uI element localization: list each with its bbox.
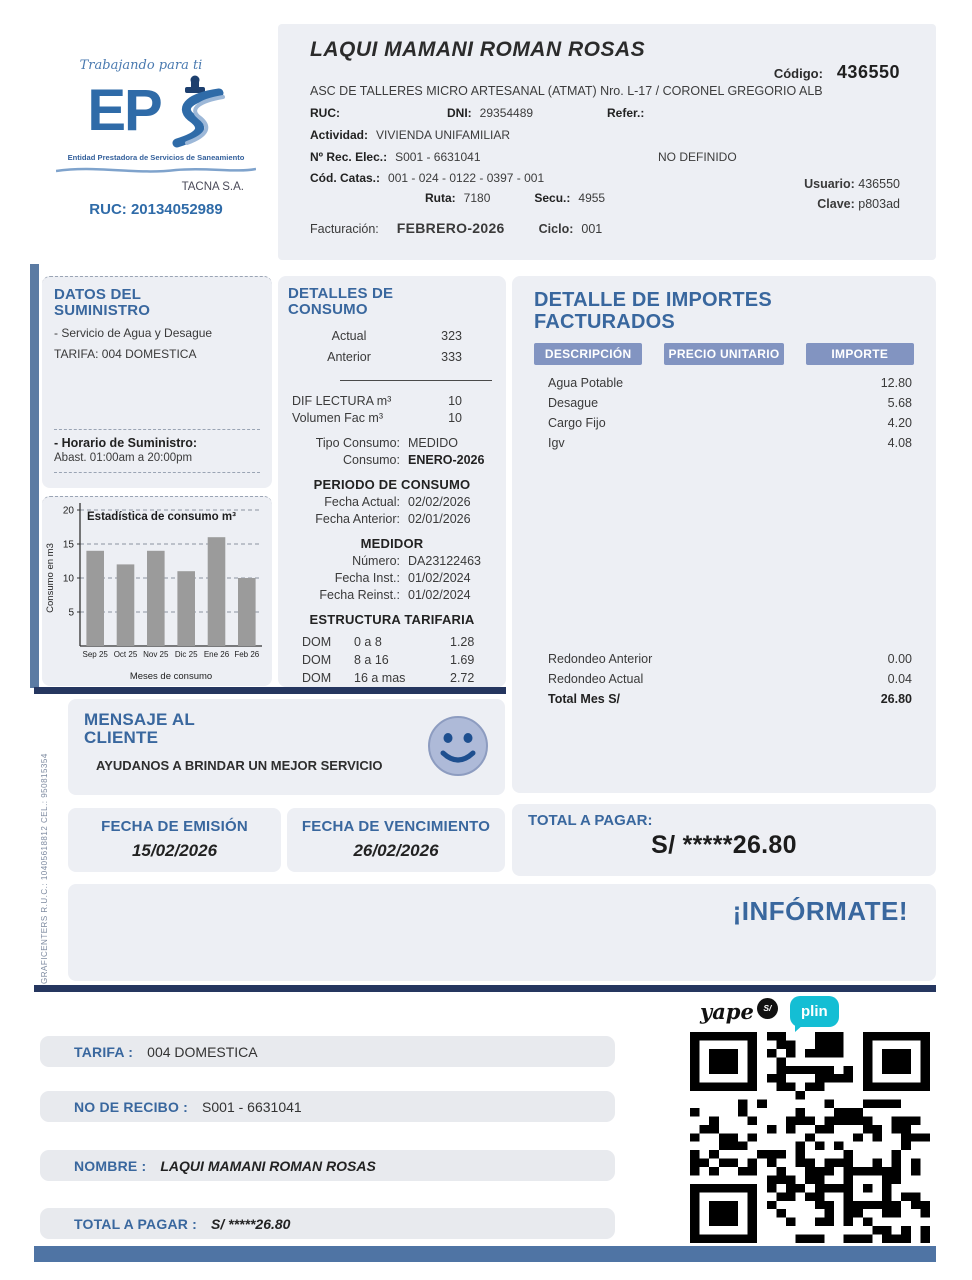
total-mes-label: Total Mes S/ (548, 692, 621, 707)
message-body: AYUDANOS A BRINDAR UN MEJOR SERVICIO (96, 757, 383, 773)
consumo-value: ENERO-2026 (408, 453, 485, 468)
clave-label: Clave: (817, 197, 855, 211)
tariff-category: DOM (302, 671, 332, 686)
consumption-bar-chart (44, 500, 268, 682)
column-precio-unitario: PRECIO UNITARIO (664, 343, 783, 365)
medidor-numero-row (288, 553, 496, 570)
logo-ruc: RUC: 20134052989 (89, 201, 223, 218)
consumption-chart-card (42, 496, 272, 686)
total-to-pay-card (512, 804, 936, 876)
left-accent-bar (30, 264, 39, 688)
dif-value: 10 (448, 394, 462, 409)
tariff-rate: 2.72 (450, 671, 475, 686)
ruc-label: RUC: (310, 106, 340, 120)
qr-code-image (690, 1032, 930, 1243)
supply-data-card (42, 276, 272, 488)
rec-elec-value: S001 - 6631041 (395, 150, 481, 164)
fecha-reinst-label: Fecha Reinst.: (319, 588, 400, 603)
volumen-row (288, 410, 496, 427)
svg-text:Meses de consumo: Meses de consumo (129, 671, 213, 682)
dif-lectura-row (288, 393, 496, 410)
yape-logo (700, 999, 778, 1024)
total-mes-value: 26.80 (880, 692, 912, 707)
charges-title: DETALLE DE IMPORTES FACTURADOS (534, 289, 772, 333)
svg-text:Estadística de consumo m³: Estadística de consumo m³ (87, 511, 236, 523)
charge-description: Cargo Fijo (548, 416, 606, 431)
charges-table-rows (534, 373, 914, 453)
informate-text: ¡INFÓRMATE! (732, 896, 908, 926)
actividad-value: VIVIENDA UNIFAMILIAR (376, 128, 511, 142)
billed-amounts-card (512, 276, 936, 793)
numero-value: DA23122463 (408, 554, 481, 569)
anterior-label: Anterior (327, 350, 371, 365)
svg-text:Nov 25: Nov 25 (143, 650, 169, 659)
fecha-inst-row (288, 570, 496, 587)
charge-row (534, 393, 914, 413)
footer-tarifa-row (40, 1036, 615, 1067)
logo-main (42, 73, 270, 159)
schedule-label: - Horario de Suministro: (54, 436, 198, 451)
ruta-label: Ruta: (425, 191, 456, 205)
logo-wave-underline-icon (56, 167, 256, 175)
consumption-title: DETALLES DE CONSUMO (288, 285, 394, 319)
reading-actual-row (288, 326, 496, 347)
charge-amount: 4.08 (887, 436, 912, 451)
consumo-label: Consumo: (343, 453, 400, 468)
charge-amount: 12.80 (880, 376, 912, 391)
actual-label: Actual (331, 329, 367, 344)
logo-company-name: TACNA S.A. (181, 181, 244, 193)
emission-value: 15/02/2026 (131, 841, 218, 860)
informate-card (68, 884, 936, 981)
refer-label: Refer.: (607, 106, 645, 120)
usuario-value: 436550 (858, 177, 900, 191)
medidor-title: MEDIDOR (360, 536, 424, 552)
divider-bar (34, 687, 506, 694)
tariff-rate: 1.69 (450, 653, 475, 668)
redondeo-anterior-label: Redondeo Anterior (548, 652, 653, 667)
bottom-accent-bar (34, 1246, 936, 1262)
footer-recibo-value: S001 - 6631041 (202, 1098, 302, 1115)
fecha-reinst-value: 01/02/2024 (408, 588, 471, 603)
fecha-anterior-value: 02/01/2026 (408, 512, 471, 527)
estructura-title: ESTRUCTURA TARIFARIA (309, 612, 475, 628)
tariff-row (288, 669, 496, 687)
tariff-range: 16 a mas (354, 671, 406, 686)
supply-schedule-block (54, 429, 260, 473)
eps-logo (42, 58, 270, 234)
ruta-value: 7180 (463, 191, 491, 205)
message-title: MENSAJE AL CLIENTE (84, 710, 195, 748)
emission-label: FECHA DE EMISIÓN (101, 818, 248, 835)
codigo-catastral-row (310, 171, 544, 185)
footer-nombre-row (40, 1150, 615, 1181)
logo-brand-text: EP (87, 78, 161, 143)
column-descripcion: DESCRIPCIÓN (534, 343, 642, 365)
footer-tarifa-label: TARIFA : (74, 1043, 134, 1060)
ruta-secuencia-row (425, 191, 605, 205)
charge-description: Agua Potable (548, 376, 624, 391)
reading-divider (340, 380, 492, 381)
actividad-label: Actividad: (310, 128, 369, 142)
charge-description: Desague (548, 396, 599, 411)
emission-date-card (68, 808, 281, 872)
consumption-details-card (278, 276, 506, 687)
fecha-actual-label: Fecha Actual: (324, 495, 400, 510)
charge-row (534, 373, 914, 393)
reading-anterior-row (288, 347, 496, 368)
fecha-reinst-row (288, 587, 496, 604)
yape-currency-icon: S/ (757, 998, 778, 1019)
footer-total-row (40, 1208, 615, 1239)
total-pay-value: S/ *****26.80 (651, 831, 797, 859)
redondeo-anterior-value: 0.00 (887, 652, 912, 667)
due-label: FECHA DE VENCIMIENTO (301, 818, 491, 835)
dni-value: 29354489 (479, 106, 534, 120)
fecha-actual-value: 02/02/2026 (408, 495, 471, 510)
charge-row (534, 413, 914, 433)
redondeo-actual-value: 0.04 (887, 672, 912, 687)
ruc-dni-row (310, 106, 644, 120)
printer-credit (40, 692, 56, 984)
due-value: 26/02/2026 (353, 841, 439, 860)
actividad-row (310, 128, 510, 142)
numero-label: Número: (352, 554, 400, 569)
column-importe: IMPORTE (806, 343, 914, 365)
supply-title: DATOS DEL SUMINISTRO (54, 286, 151, 320)
recibo-electronico-row (310, 150, 481, 164)
usuario-label: Usuario: (804, 177, 855, 191)
footer-total-label: TOTAL A PAGAR : (74, 1215, 198, 1232)
svg-text:Dic 25: Dic 25 (174, 650, 198, 659)
anterior-value: 333 (441, 350, 462, 365)
customer-message-card (68, 699, 505, 795)
redondeo-actual-row (534, 669, 914, 689)
charge-description: Igv (548, 436, 565, 451)
fecha-inst-label: Fecha Inst.: (334, 571, 400, 586)
footer-nombre-value: LAQUI MAMANI ROMAN ROSAS (160, 1157, 376, 1174)
tariff-category: DOM (302, 635, 332, 650)
facturacion-value: FEBRERO-2026 (396, 220, 505, 236)
charge-amount: 4.20 (887, 416, 912, 431)
logo-org-line: Entidad Prestadora de Servicios de Saneamiento (67, 153, 245, 162)
ciclo-label: Ciclo: (538, 222, 574, 236)
fecha-inst-value: 01/02/2024 (408, 571, 471, 586)
codigo-value: 436550 (836, 62, 900, 82)
tariff-structure-rows (288, 633, 496, 687)
catas-label: Cód. Catas.: (310, 171, 381, 185)
svg-text:Consumo en m3: Consumo en m3 (45, 543, 56, 613)
divider-bar (34, 985, 936, 992)
smiley-face-icon (427, 715, 489, 777)
footer-total-value: S/ *****26.80 (211, 1215, 291, 1232)
due-date-card (287, 808, 505, 872)
periodo-title: PERIODO DE CONSUMO (313, 477, 471, 493)
schedule-value: Abast. 01:00am a 20:00pm (54, 452, 193, 465)
plin-logo-text: plin (801, 1002, 828, 1020)
codigo-field (774, 62, 900, 83)
yape-logo-text: yape (700, 998, 754, 1024)
fecha-actual-row (288, 494, 496, 511)
svg-text:20: 20 (62, 505, 74, 517)
tariff-row (288, 633, 496, 651)
ciclo-value: 001 (581, 222, 603, 236)
charges-spacer (534, 453, 914, 649)
supply-tariff-line: TARIFA: 004 DOMESTICA (54, 347, 197, 362)
total-pay-label: TOTAL A PAGAR: (528, 812, 653, 829)
clave-value: p803ad (858, 197, 900, 211)
supply-service-line: - Servicio de Agua y Desague (54, 326, 213, 341)
payment-qr-code (690, 1032, 930, 1243)
tipo-value: MEDIDO (408, 436, 458, 451)
svg-text:Sep 25: Sep 25 (82, 650, 108, 659)
svg-text:5: 5 (68, 607, 74, 619)
facturacion-row (310, 220, 602, 236)
footer-tarifa-value: 004 DOMESTICA (147, 1043, 258, 1060)
no-definido-text: NO DEFINIDO (658, 150, 737, 164)
customer-header-card (278, 24, 936, 260)
footer-recibo-row (40, 1091, 615, 1122)
consumo-row (288, 452, 496, 469)
tariff-row (288, 651, 496, 669)
footer-nombre-label: NOMBRE : (74, 1157, 147, 1174)
catas-value: 001 - 024 - 0122 - 0397 - 001 (388, 171, 545, 185)
svg-text:15: 15 (62, 539, 74, 551)
vol-value: 10 (448, 411, 462, 426)
secu-value: 4955 (578, 191, 606, 205)
dif-label: DIF LECTURA m³ (292, 394, 392, 409)
tariff-rate: 1.28 (450, 635, 475, 650)
payment-logos (700, 993, 839, 1029)
plin-logo (790, 996, 839, 1027)
charge-row (534, 433, 914, 453)
logo-tagline: Trabajando para ti (79, 58, 203, 73)
fecha-anterior-label: Fecha Anterior: (315, 512, 400, 527)
footer-recibo-label: NO DE RECIBO : (74, 1098, 189, 1115)
secu-label: Secu.: (534, 191, 571, 205)
printer-credit-text: GRAFICENTERS R.U.C.: 10405618812 CEL.: 950815354 (40, 753, 49, 984)
svg-text:10: 10 (62, 573, 74, 585)
charge-amount: 5.68 (887, 396, 912, 411)
customer-name: LAQUI MAMANI ROMAN ROSAS (310, 38, 646, 61)
charges-table-header (534, 343, 914, 365)
redondeo-anterior-row (534, 649, 914, 669)
facturacion-label: Facturación: (310, 222, 379, 236)
total-mes-row (534, 689, 914, 709)
tariff-category: DOM (302, 653, 332, 668)
customer-address: ASC DE TALLERES MICRO ARTESANAL (ATMAT) Nro. L-17 / CORONEL GREGORIO ALB (310, 84, 823, 98)
rec-elec-label: Nº Rec. Elec.: (310, 150, 388, 164)
svg-text:Oct 25: Oct 25 (113, 650, 138, 659)
usuario-clave-block (804, 174, 900, 214)
actual-value: 323 (441, 329, 462, 344)
tariff-range: 8 a 16 (354, 653, 389, 668)
tipo-label: Tipo Consumo: (315, 436, 400, 451)
eps-logo-wave-icon (161, 73, 225, 153)
tariff-range: 0 a 8 (354, 635, 382, 650)
redondeo-actual-label: Redondeo Actual (548, 672, 644, 687)
tipo-consumo-row (288, 435, 496, 452)
fecha-anterior-row (288, 511, 496, 528)
svg-text:Feb 26: Feb 26 (234, 650, 260, 659)
svg-text:Ene 26: Ene 26 (203, 650, 230, 659)
dni-label: DNI: (447, 106, 472, 120)
vol-label: Volumen Fac m³ (292, 411, 384, 426)
codigo-label: Código: (773, 66, 823, 81)
